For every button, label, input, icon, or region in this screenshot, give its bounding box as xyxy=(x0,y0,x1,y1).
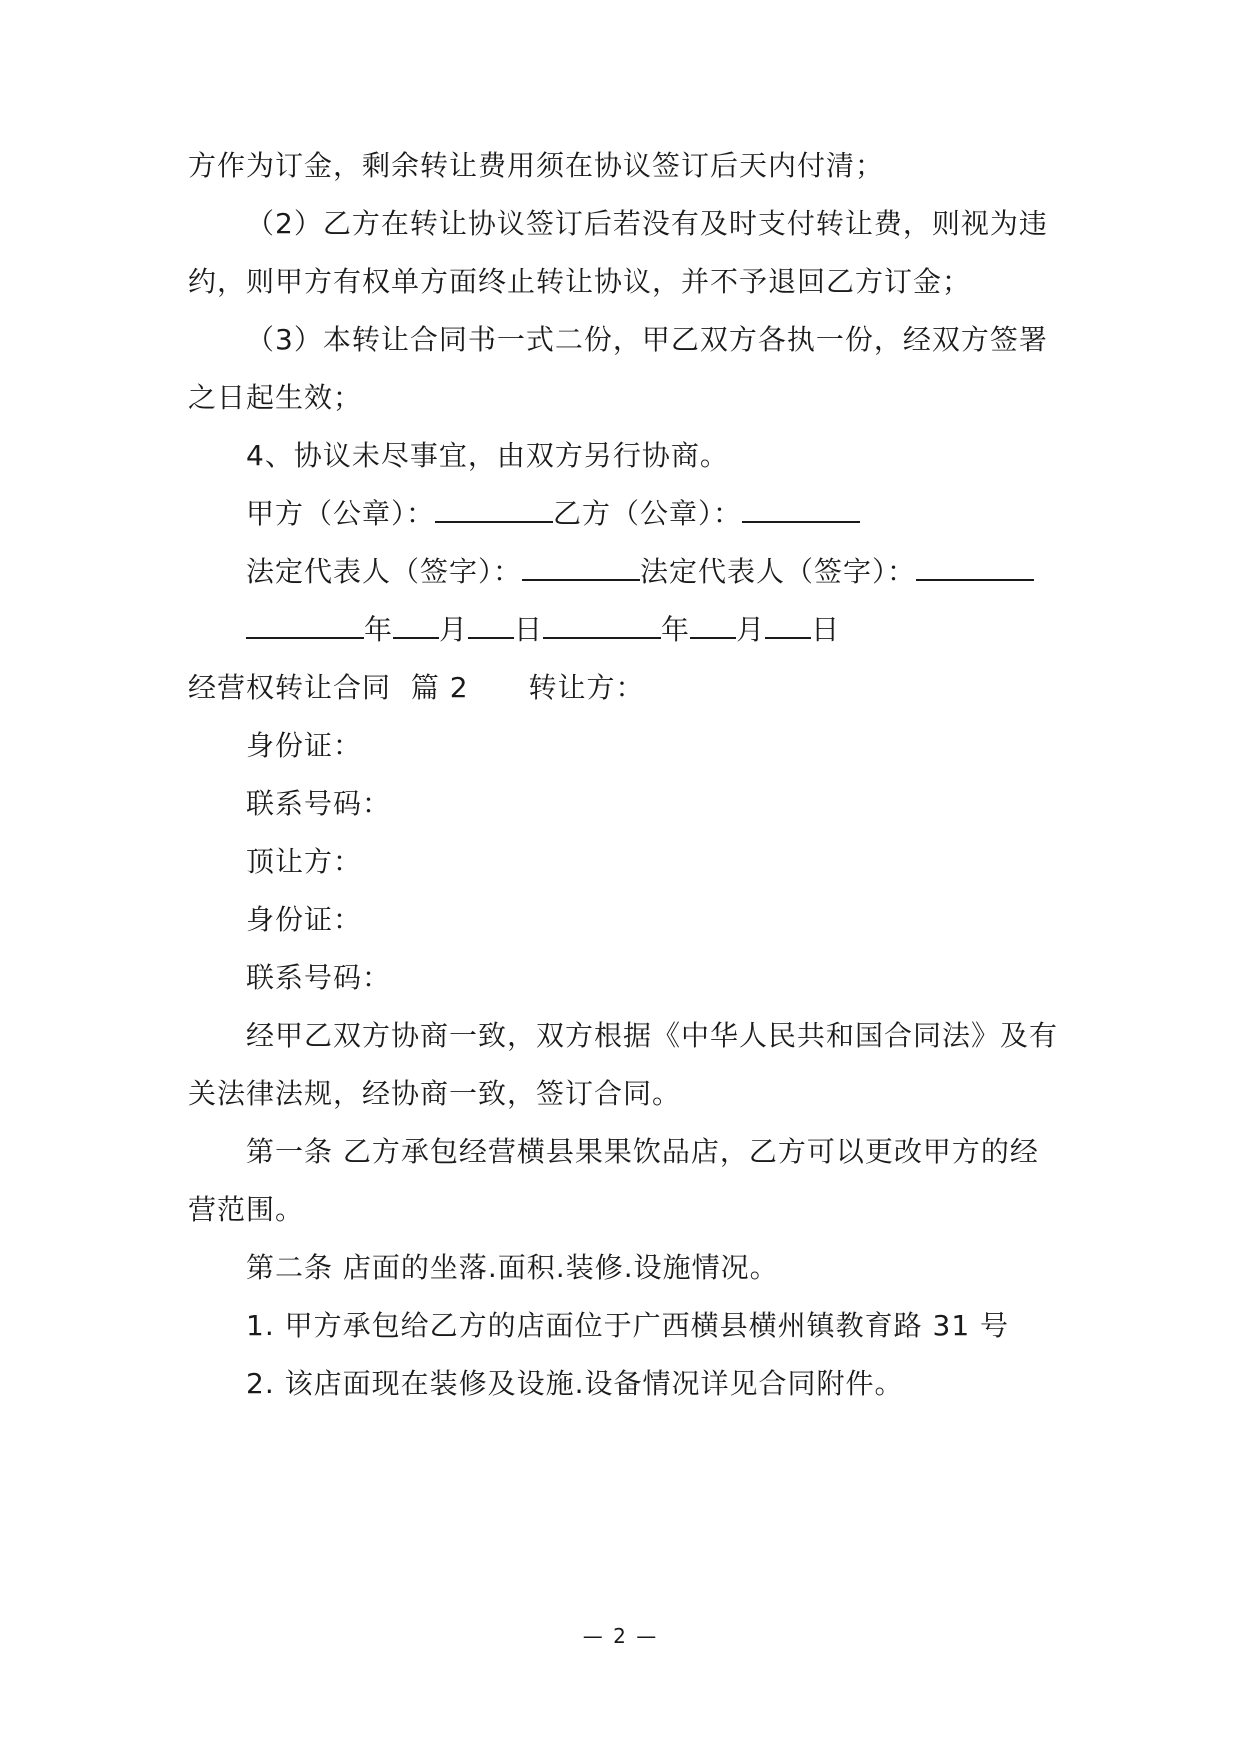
article-2-heading: 第二条 店面的坐落.面积.装修.设施情况。 xyxy=(246,1251,779,1284)
party-a-rep-label: 法定代表人（签字）： xyxy=(246,555,523,588)
section-title: 经营权转让合同 xyxy=(188,671,392,704)
party-b-seal-label: 乙方（公章）： xyxy=(553,497,743,530)
day-label: 日 xyxy=(514,613,544,646)
transferee-label: 顶让方： xyxy=(246,845,363,878)
clause-2-line-1: （2）乙方在转让协议签订后若没有及时支付转让费，则视为违 xyxy=(246,207,1048,240)
date-line xyxy=(246,610,840,650)
article-1-line-2: 营范围。 xyxy=(188,1193,305,1226)
date-b-year-blank xyxy=(543,611,661,639)
party-a-seal-blank xyxy=(435,495,553,523)
text-line: 方作为订金，剩余转让费用须在协议签订后天内付清； xyxy=(188,149,885,182)
article-1-line-1: 第一条 乙方承包经营横县果果饮品店，乙方可以更改甲方的经 xyxy=(246,1135,1039,1168)
clause-2-line-2: 约，则甲方有权单方面终止转让协议，并不予退回乙方订金； xyxy=(188,265,972,298)
date-a-day-blank xyxy=(468,611,514,639)
year-label: 年 xyxy=(661,613,691,646)
section-heading xyxy=(188,668,645,708)
clause-4: 4、协议未尽事宜，由双方另行协商。 xyxy=(246,439,729,472)
date-a-month-blank xyxy=(393,611,439,639)
clause-3-line-1: （3）本转让合同书一式二份，甲乙双方各执一份，经双方签署 xyxy=(246,323,1048,356)
year-label: 年 xyxy=(364,613,394,646)
date-a-year-blank xyxy=(246,611,364,639)
party-a-rep-blank xyxy=(522,553,640,581)
date-b-month-blank xyxy=(690,611,736,639)
party-b-rep-blank xyxy=(916,553,1034,581)
transferor-phone: 联系号码： xyxy=(246,787,392,820)
party-b-seal-blank xyxy=(742,495,860,523)
page-number: — 2 — xyxy=(582,1624,659,1648)
preamble-line-2: 关法律法规，经协商一致，签订合同。 xyxy=(188,1077,682,1110)
transferor-id: 身份证： xyxy=(246,729,363,762)
transferee-phone: 联系号码： xyxy=(246,961,392,994)
article-2-item-1: 1. 甲方承包给乙方的店面位于广西横县横州镇教育路 31 号 xyxy=(246,1309,1010,1342)
party-b-rep-label: 法定代表人（签字）： xyxy=(640,555,917,588)
day-label: 日 xyxy=(811,613,841,646)
date-b-day-blank xyxy=(765,611,811,639)
month-label: 月 xyxy=(736,613,766,646)
transferee-id: 身份证： xyxy=(246,903,363,936)
clause-3-line-2: 之日起生效； xyxy=(188,381,363,414)
transferor-label: 转让方： xyxy=(528,671,645,704)
seal-line xyxy=(246,494,860,534)
section-number: 篇 2 xyxy=(410,671,469,704)
party-a-seal-label: 甲方（公章）： xyxy=(246,497,436,530)
article-2-item-2: 2. 该店面现在装修及设施.设备情况详见合同附件。 xyxy=(246,1367,904,1400)
preamble-line-1: 经甲乙双方协商一致，双方根据《中华人民共和国合同法》及有 xyxy=(246,1019,1059,1052)
representative-line xyxy=(246,552,1034,592)
month-label: 月 xyxy=(439,613,469,646)
